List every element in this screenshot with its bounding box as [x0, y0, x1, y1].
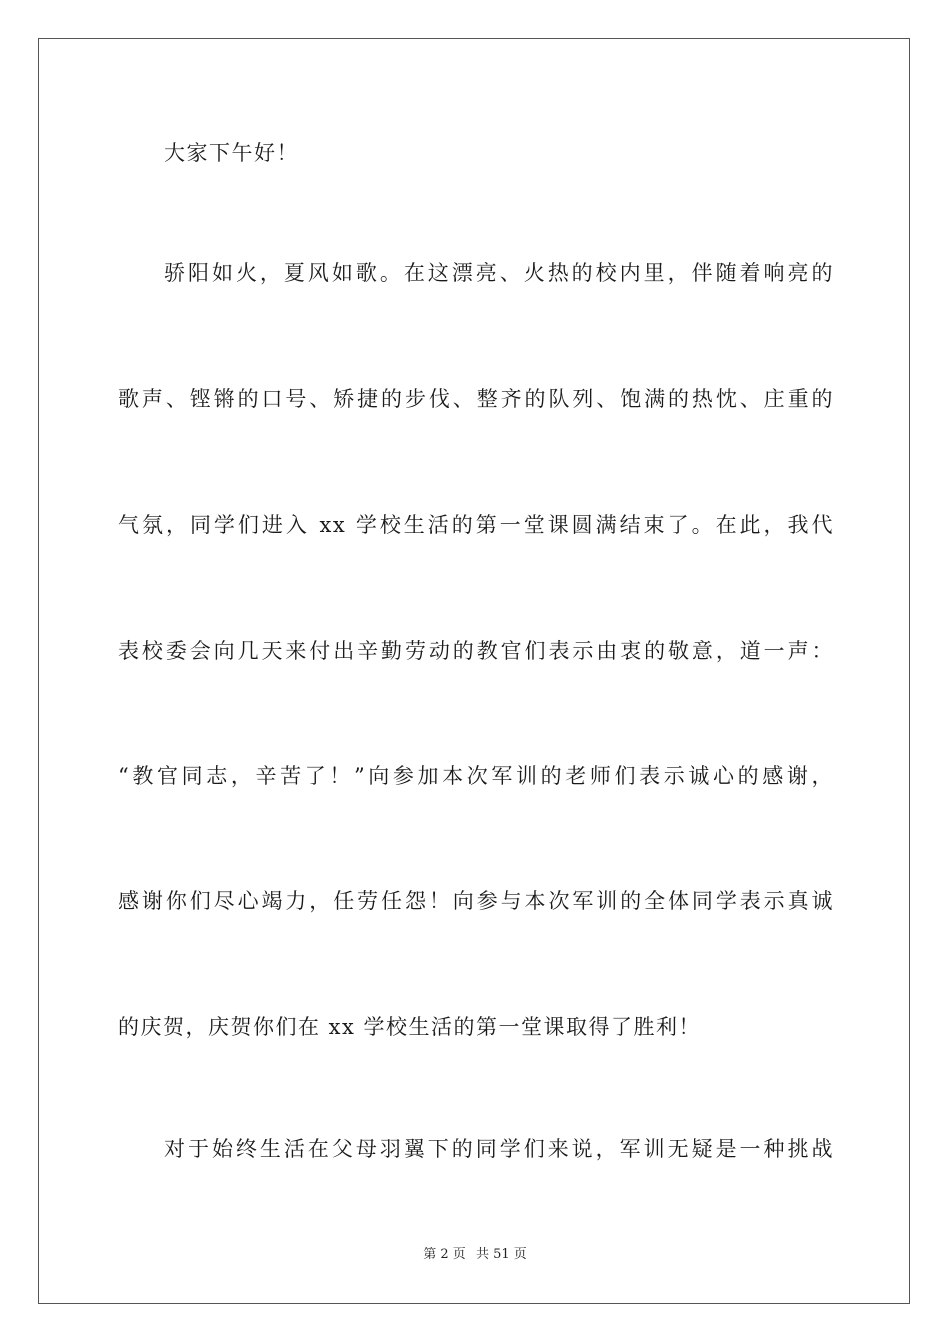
paragraph-line-6: 感谢你们尽心竭力，任劳任怨！向参与本次军训的全体同学表示真诚	[118, 889, 834, 913]
page-frame	[38, 38, 910, 1304]
paragraph-line-8: 对于始终生活在父母羽翼下的同学们来说，军训无疑是一种挑战	[164, 1137, 834, 1161]
paragraph-line-greeting: 大家下午好！	[164, 141, 299, 165]
page-footer	[0, 1246, 950, 1264]
page-number: 第 2 页	[423, 1247, 466, 1262]
paragraph-line-5: “教官同志，辛苦了！”向参加本次军训的老师们表示诚心的感谢，	[118, 764, 834, 788]
page-total: 共 51 页	[475, 1247, 527, 1262]
paragraph-line-1: 骄阳如火，夏风如歌。在这漂亮、火热的校内里，伴随着响亮的	[164, 261, 834, 285]
paragraph-line-2: 歌声、铿锵的口号、矫捷的步伐、整齐的队列、饱满的热忱、庄重的	[118, 387, 834, 411]
paragraph-line-4: 表校委会向几天来付出辛勤劳动的教官们表示由衷的敬意，道一声：	[118, 639, 834, 663]
paragraph-line-7: 的庆贺，庆贺你们在 xx 学校生活的第一堂课取得了胜利！	[118, 1015, 702, 1039]
paragraph-line-3: 气氛，同学们进入 xx 学校生活的第一堂课圆满结束了。在此，我代	[118, 513, 834, 537]
